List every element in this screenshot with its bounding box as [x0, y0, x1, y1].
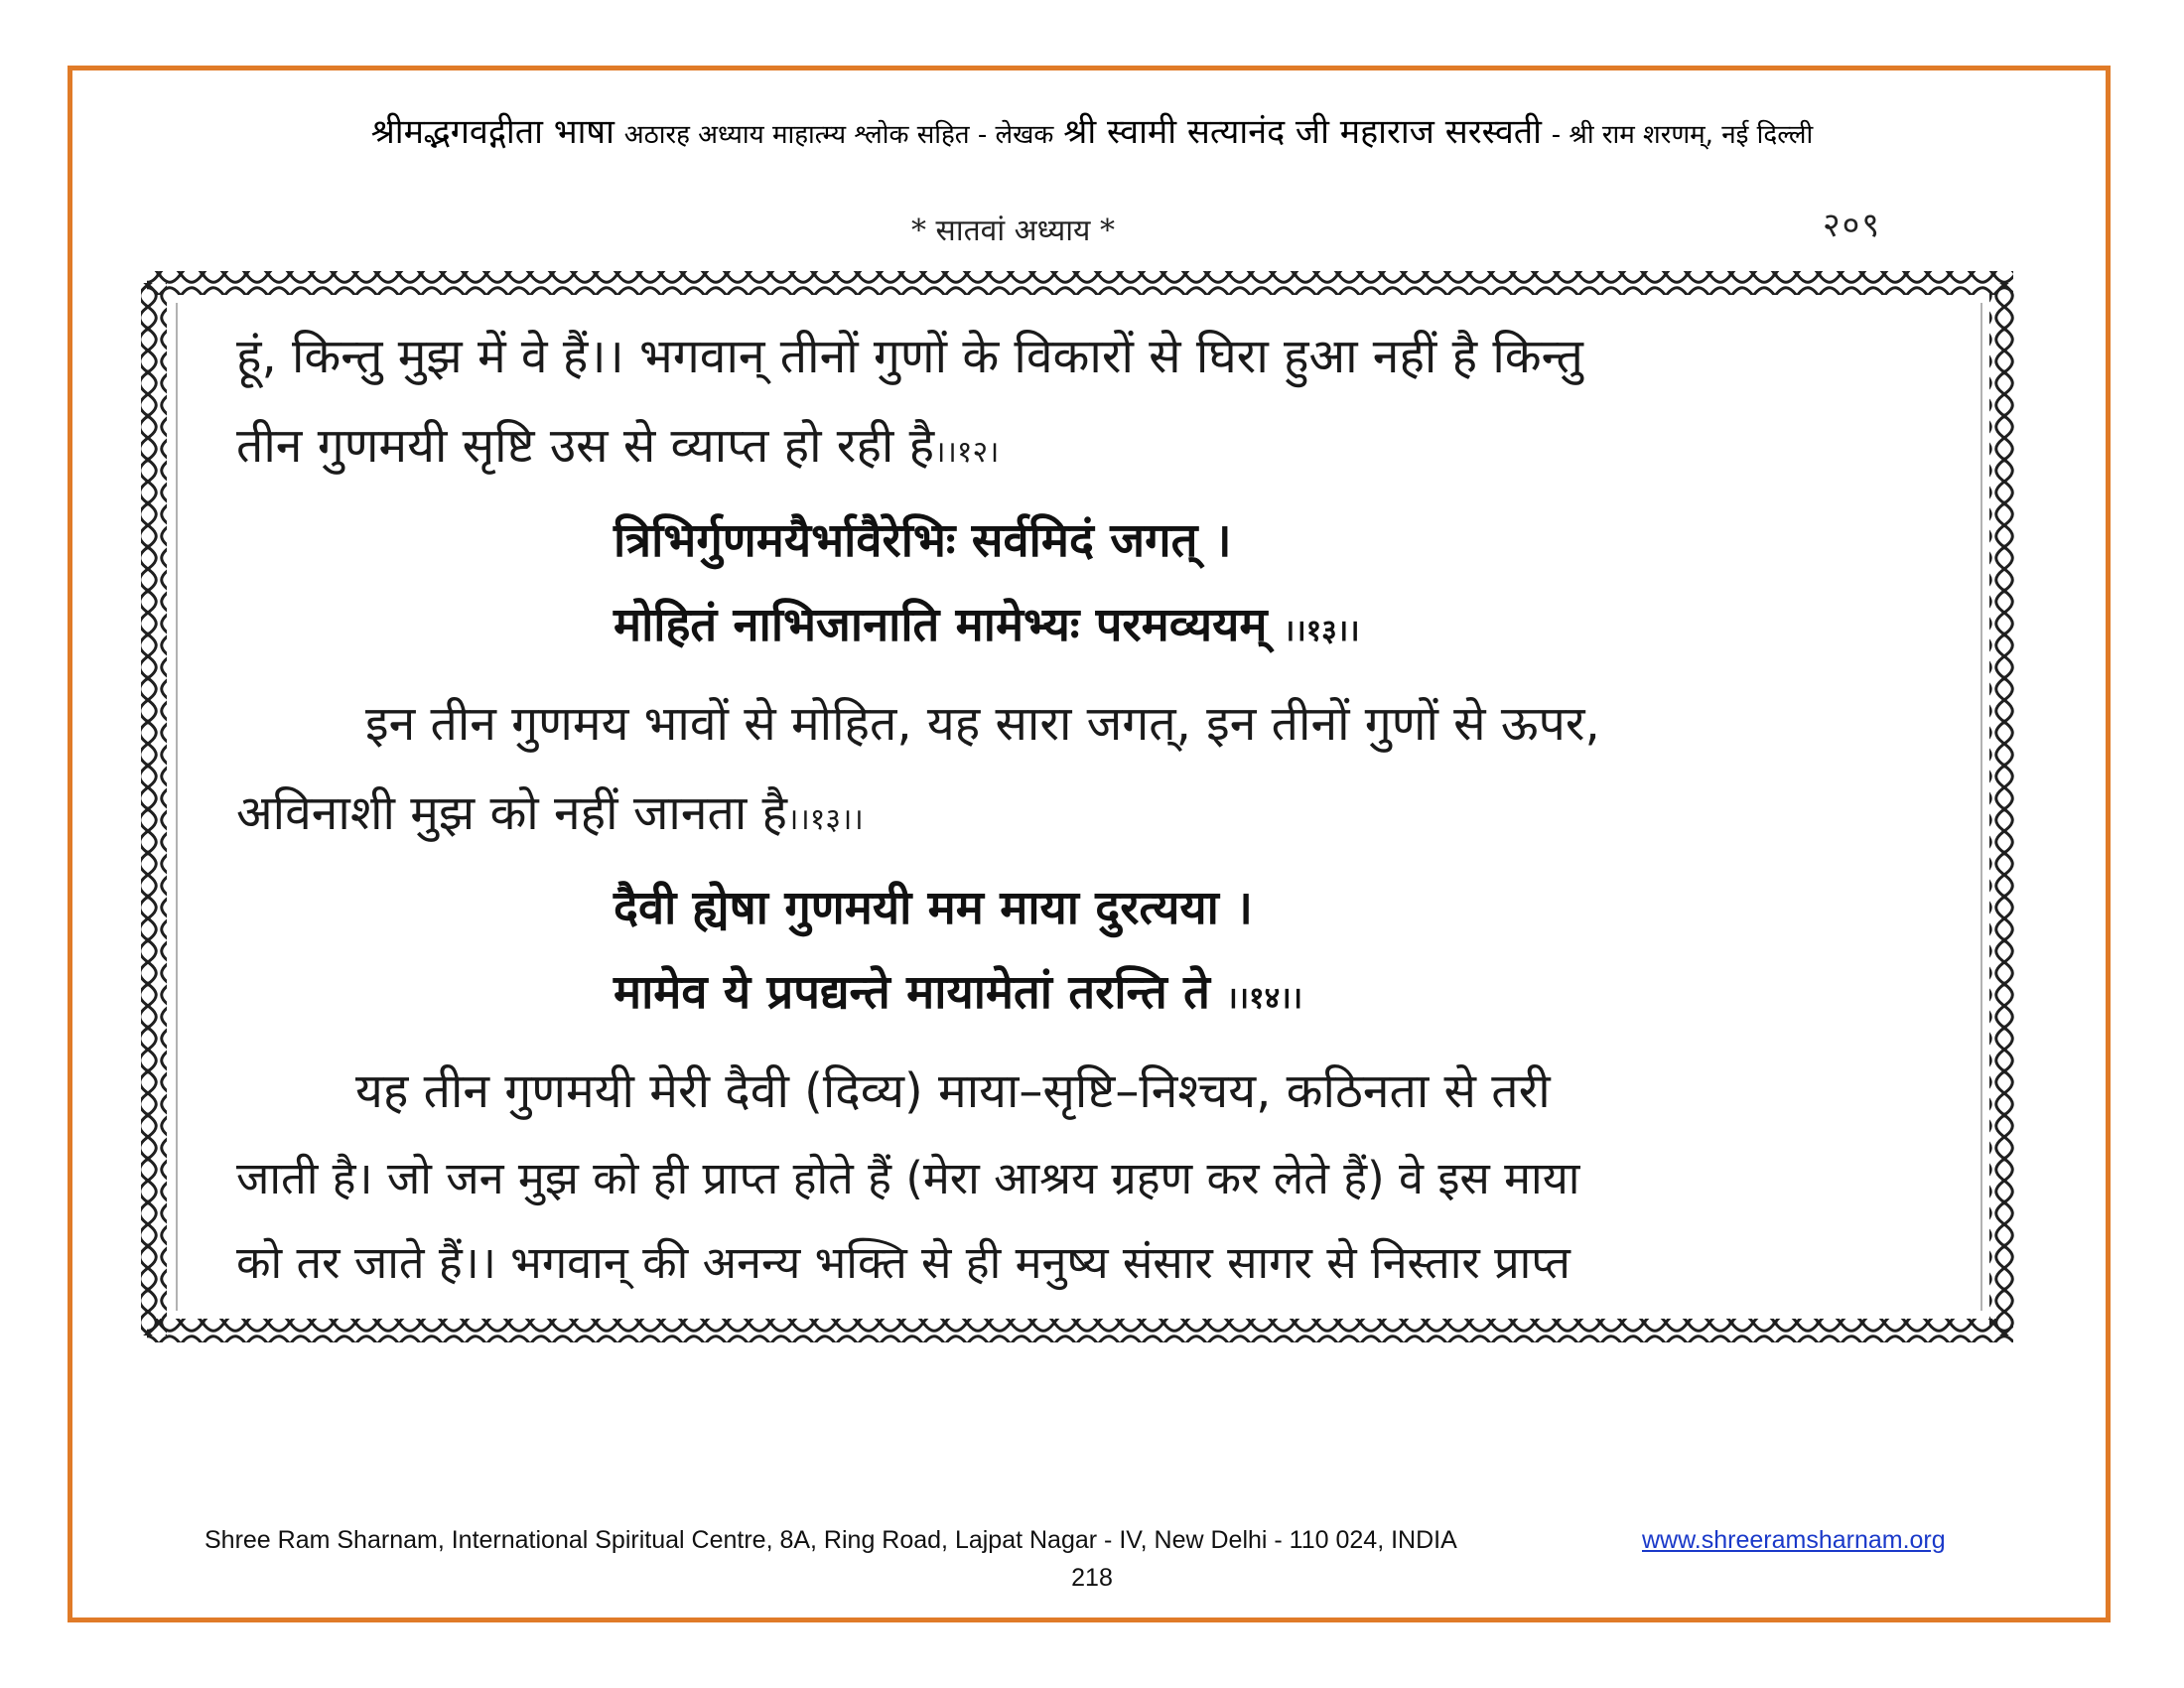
- footer-address: Shree Ram Sharnam, International Spiritual Centre, 8A, Ring Road, Lajpat Nagar - IV, New Delhi - 110 024, INDIA: [205, 1526, 1457, 1554]
- header-author: श्री स्वामी सत्यानंद जी महाराज सरस्वती: [1063, 112, 1542, 152]
- verse-13-line-1: त्रिभिर्गुणमयैर्भावैरेभिः सर्वमिदं जगत् ।: [614, 513, 1232, 568]
- scanned-page: [137, 263, 2023, 1352]
- para-13-line-2: [236, 779, 864, 844]
- verse-13-line-2-text: मोहितं नाभिजानाति मामेभ्यः परमव्ययम्: [614, 598, 1268, 652]
- para-number-13: ।।१३।।: [787, 802, 864, 837]
- header-subtitle: अठारह अध्याय माहात्म्य श्लोक सहित - लेखक: [623, 120, 1054, 150]
- verse-13-line-2: [614, 591, 1360, 654]
- footer-page-number: 218: [1071, 1564, 1113, 1592]
- scanned-page-number: २०९: [1823, 206, 1882, 245]
- para-14-line-1: यह तीन गुणमयी मेरी दैवी (दिव्य) माया–सृष्टि–निश्चय, कठिनता से तरी: [355, 1063, 1551, 1119]
- chapter-title: * सातवां अध्याय *: [911, 213, 1115, 248]
- para-13-line-2-text: अविनाशी मुझ को नहीं जानता है: [236, 785, 788, 841]
- para-14-line-3: को तर जाते हैं।। भगवान् की अनन्य भक्ति से ही मनुष्य संसार सागर से निस्तार प्राप्त: [236, 1236, 1570, 1289]
- body-line-2: [236, 412, 999, 477]
- verse-14-line-2-text: मामेव ये प्रपद्यन्ते मायामेतां तरन्ति ते: [614, 965, 1210, 1020]
- para-14-line-2: जाती है। जो जन मुझ को ही प्राप्त होते हैं (मेरा आश्रय ग्रहण कर लेते हैं) वे इस माया: [236, 1152, 1580, 1204]
- page-header: [0, 107, 2184, 153]
- body-line-2-text: तीन गुणमयी सृष्टि उस से व्याप्त हो रही है: [236, 418, 935, 474]
- verse-number-12: ।।१२।: [934, 435, 1000, 470]
- verse-14-line-1: दैवी ह्येषा गुणमयी मम माया दुरत्यया ।: [614, 881, 1253, 935]
- body-line-1: हूं, किन्तु मुझ में वे हैं।। भगवान् तीनों गुणों के विकारों से घिरा हुआ नहीं है किन्तु: [236, 329, 1583, 384]
- verse-number-14: ।।१४।।: [1226, 981, 1302, 1016]
- scanned-text-block: [137, 263, 2023, 1352]
- para-13-line-1: इन तीन गुणमय भावों से मोहित, यह सारा जगत्, इन तीनों गुणों से ऊपर,: [365, 696, 1600, 752]
- verse-14-line-2: [614, 958, 1302, 1022]
- verse-number-13: ।।१३।।: [1283, 614, 1360, 648]
- header-publisher: - श्री राम शरणम्, नई दिल्ली: [1551, 120, 1814, 150]
- header-book-title: श्रीमद्भगवद्गीता भाषा: [370, 112, 614, 152]
- website-link[interactable]: www.shreeramsharnam.org: [1642, 1526, 1946, 1554]
